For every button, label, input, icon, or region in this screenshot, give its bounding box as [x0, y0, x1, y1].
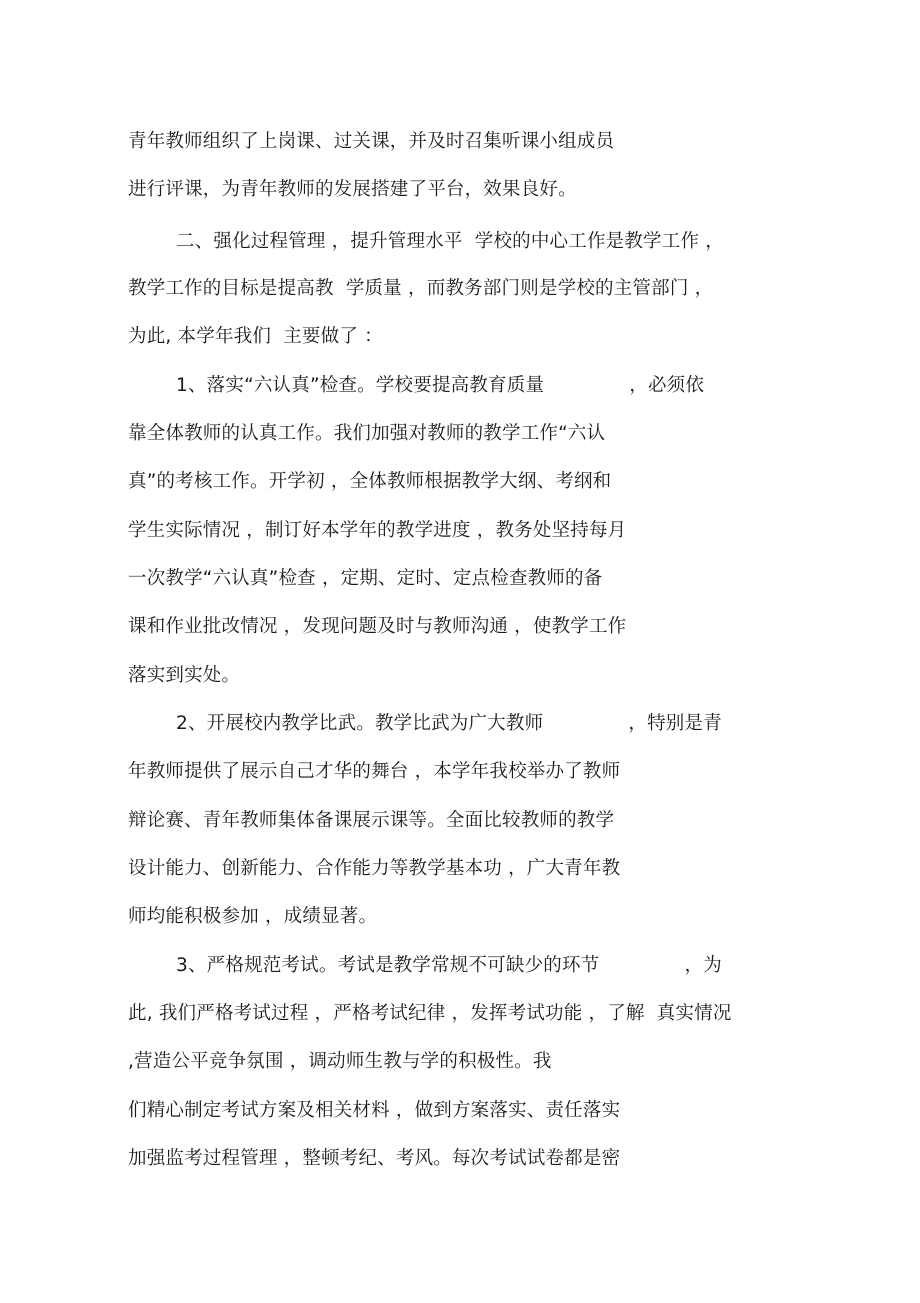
text-line: 1、落实“六认真”检查。学校要提高教育质量 ，必须依: [176, 375, 705, 396]
text-line: 年教师提供了展示自己才华的舞台 ，本学年我校举办了教师: [128, 761, 621, 782]
text-line: 落实到实处。: [128, 665, 241, 686]
text-line: 学生实际情况 ，制订好本学年的教学进度 ，教务处坚持每月: [128, 520, 627, 541]
text-line: 辩论赛、青年教师集体备课展示课等。全面比较教师的教学: [128, 810, 615, 831]
text-line: 课和作业批改情况 ，发现问题及时与教师沟通 ，使教学工作: [128, 616, 627, 637]
text-line: 加强监考过程管理 ，整顿考纪、考风。每次考试试卷都是密: [128, 1148, 621, 1169]
text-line: 进行评课，为青年教师的发展搭建了平台，效果良好。: [128, 179, 577, 200]
text-line: 青年教师组织了上岗课、过关课，并及时召集听课小组成员: [128, 131, 615, 152]
text-line: ,营造公平竞争氛围 ，调动师生教与学的积极性。我: [128, 1051, 552, 1072]
text-line: 设计能力、创新能力、合作能力等教学基本功 ，广大青年教: [128, 858, 621, 879]
text-line: 3、严格规范考试。考试是教学常规不可缺少的环节 ，为: [176, 955, 722, 976]
text-line: 教学工作的目标是提高教 学质量 ，而教务部门则是学校的主管部门 ，: [128, 278, 714, 299]
text-line: 靠全体教师的认真工作。我们加强对教师的教学工作“六认: [128, 423, 606, 444]
text-line: 为此, 本学年我们 主要做了 ：: [128, 326, 383, 347]
text-line: 2、开展校内教学比武。教学比武为广大教师 ，特别是青: [176, 713, 722, 734]
text-line: 此, 我们严格考试过程 ，严格考试纪律 ，发挥考试功能 ，了解 真实情况: [128, 1003, 732, 1024]
text-line: 们精心制定考试方案及相关材料 ，做到方案落实、责任落实: [128, 1100, 621, 1121]
text-line: 二、强化过程管理 ，提升管理水平 学校的中心工作是教学工作 ，: [176, 231, 724, 252]
text-line: 师均能积极参加 ，成绩显著。: [128, 906, 378, 927]
text-line: 真”的考核工作。开学初 ，全体教师根据教学大纲、考纲和: [128, 471, 612, 492]
text-line: 一次教学“六认真”检查 ，定期、定时、定点检查教师的备: [128, 568, 603, 589]
